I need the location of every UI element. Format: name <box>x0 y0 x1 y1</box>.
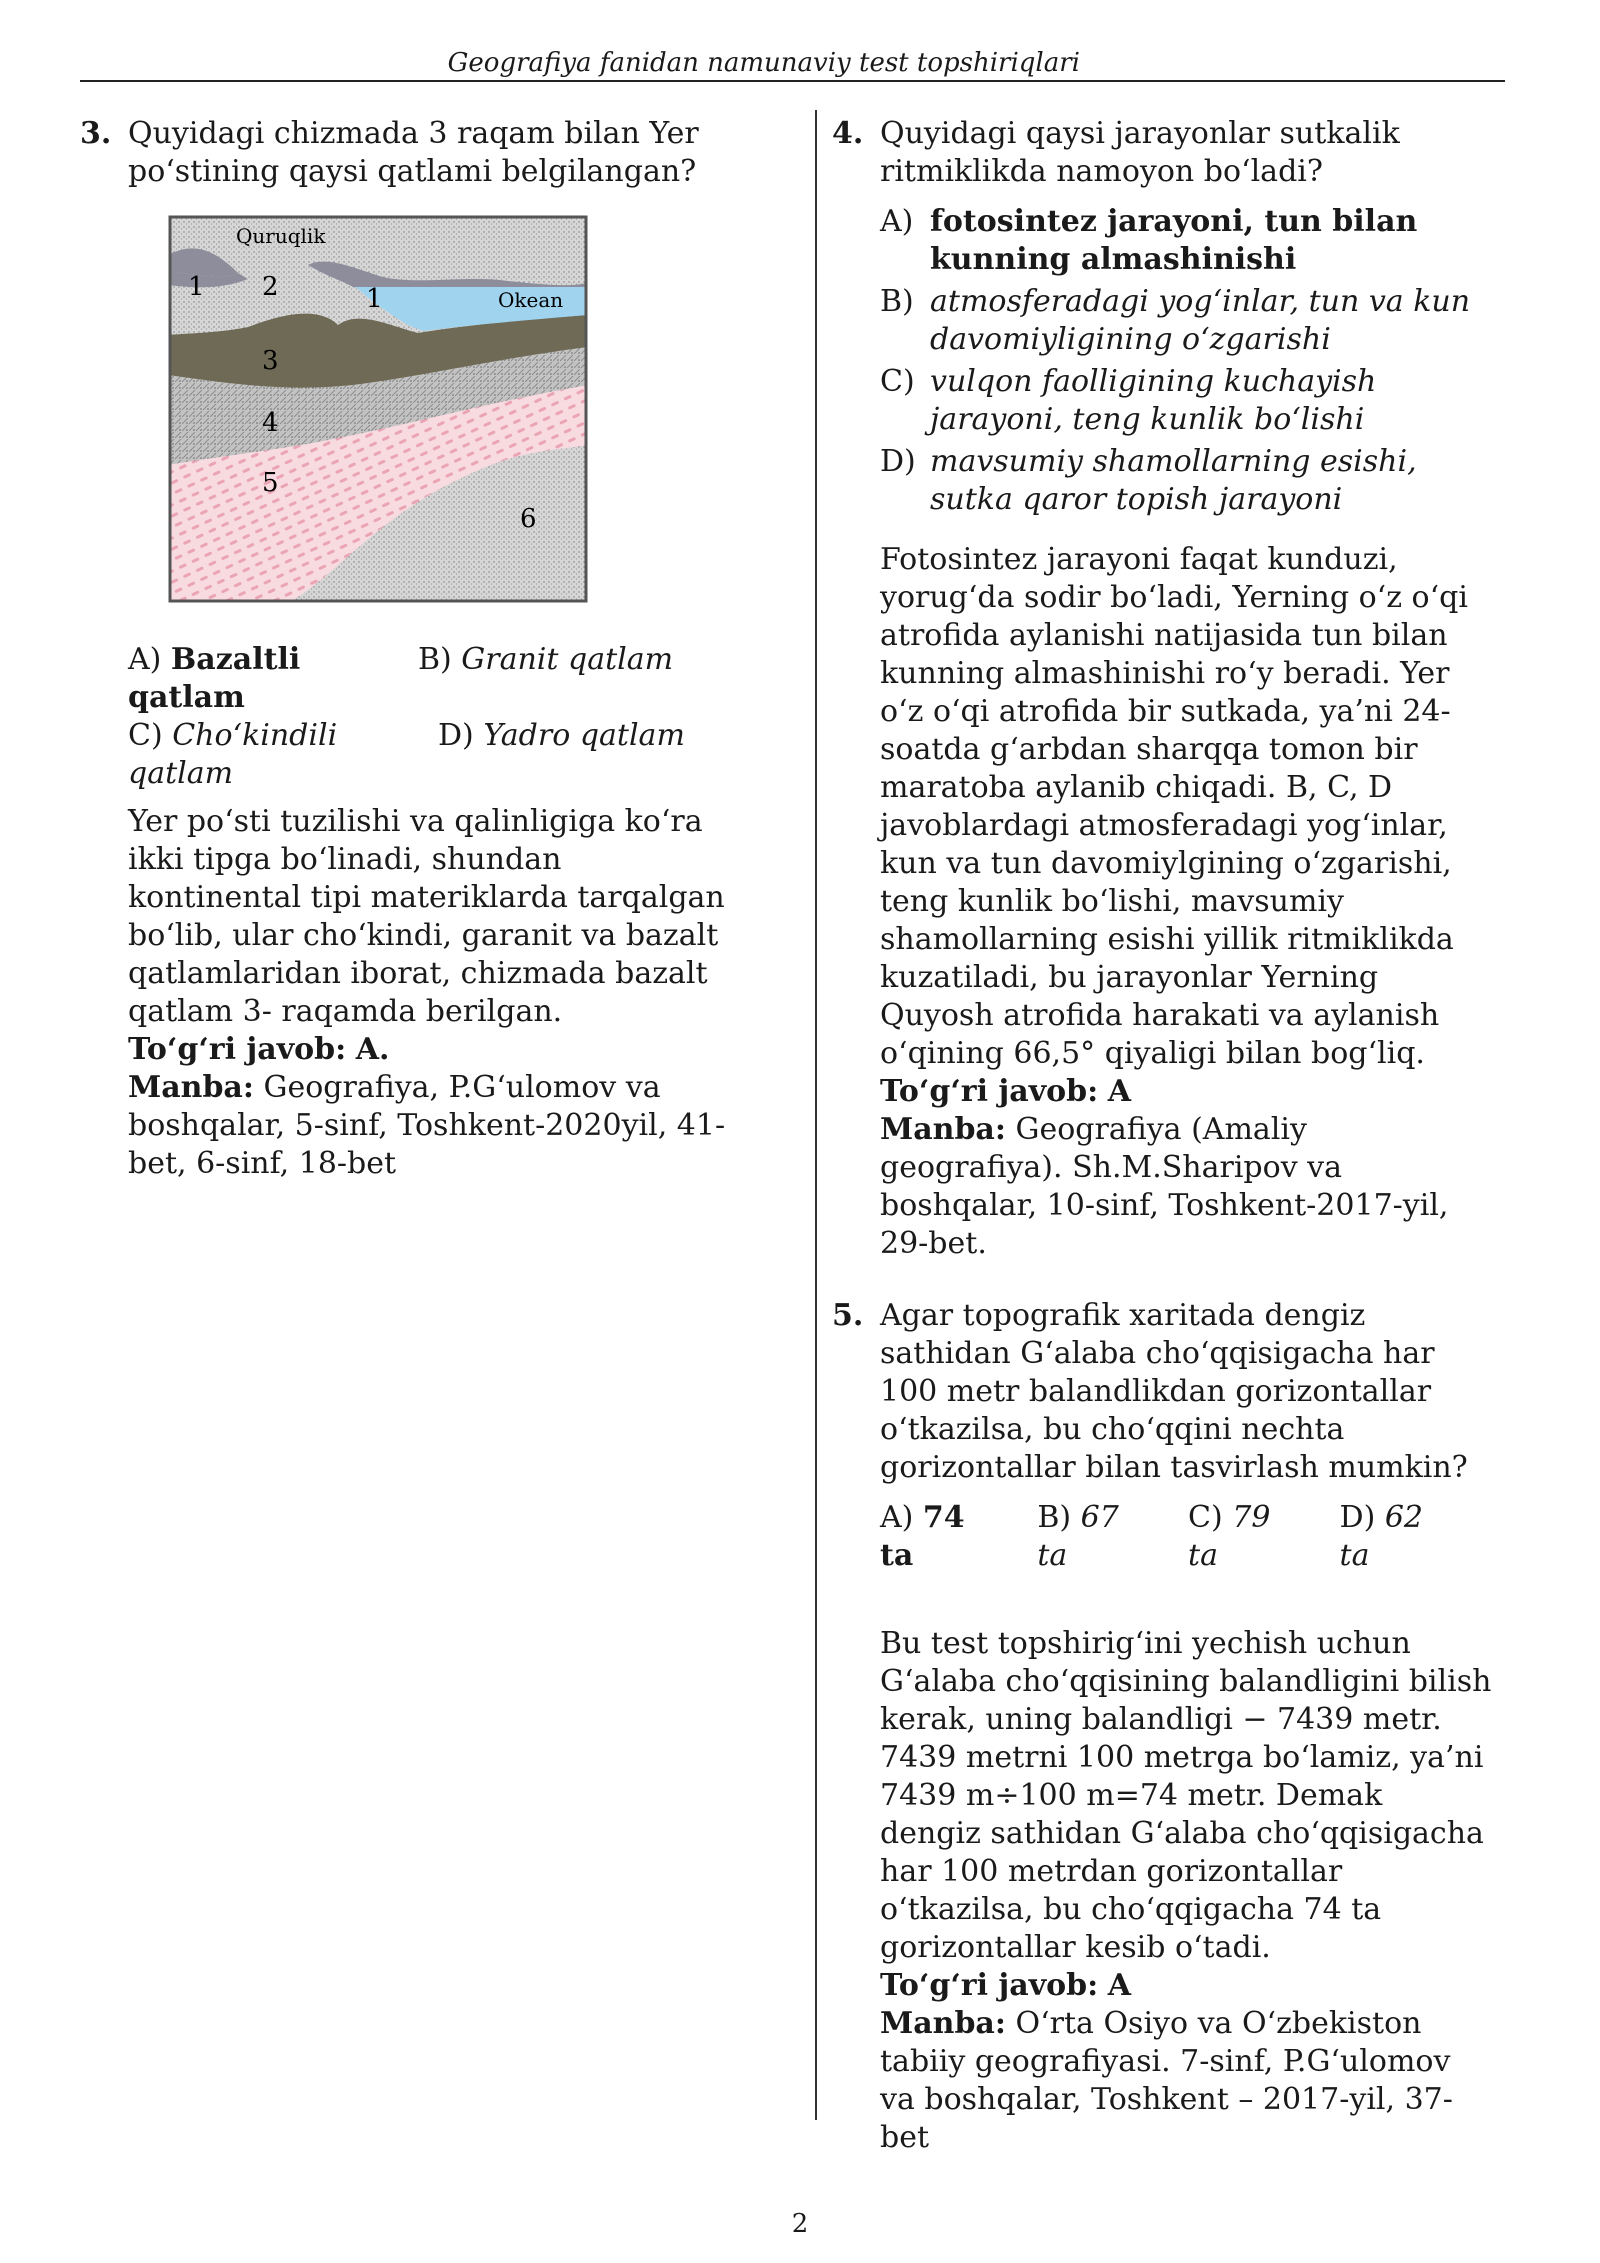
option-b[interactable]: B) atmosferadagi yog‘inlar, tun va kun davomiyligining o‘zgarishi <box>880 284 1471 357</box>
option-c[interactable]: C) vulqon faolligining kuchayish jarayoni, teng kunlik bo‘lishi <box>880 364 1377 437</box>
options-list <box>880 203 1492 519</box>
layer-number: 4 <box>262 408 279 438</box>
option-c[interactable]: C) Cho‘kindili qatlam <box>128 718 338 791</box>
option-b[interactable]: B) Granit qatlam <box>418 642 674 677</box>
layer-number: 5 <box>262 468 279 498</box>
options-row <box>128 717 740 793</box>
answer: To‘g‘ri javob: A <box>880 1074 1132 1109</box>
header-rule <box>80 80 1505 82</box>
earth-crust-diagram <box>168 215 588 603</box>
layer-number: 1 <box>188 272 205 302</box>
source: Manba: Geografiya, P.G‘ulomov va boshqalar, 5-sinf, Toshkent-2020yil, 41-bet, 6-sinf, 18-bet <box>128 1070 726 1181</box>
options-row <box>880 1499 1492 1575</box>
option-a[interactable]: A) Bazaltli qatlam <box>128 642 301 715</box>
page-number: 2 <box>791 2209 809 2239</box>
layer-number: 1 <box>366 284 383 314</box>
option-a[interactable]: A) fotosintez jarayoni, tun bilan kunning almashinishi <box>880 204 1418 277</box>
question-number: 5. <box>832 1298 864 1333</box>
question-text: Quyidagi qaysi jarayonlar sutkalik ritmiklikda namoyon bo‘ladi? <box>880 116 1400 189</box>
label-land: Quruqlik <box>236 224 326 248</box>
label-ocean: Okean <box>498 288 564 312</box>
layer-number: 2 <box>262 272 279 302</box>
layer-number: 6 <box>520 504 537 534</box>
explanation: Yer po‘sti tuzilishi va qalinligiga ko‘ra ikki tipga bo‘linadi, shundan kontinental tipi materiklarda tarqalgan bo‘lib, ular cho‘kindi, garanit va bazalt qatlamlaridan iborat, chizmada bazalt qatlam 3- raqamda berilgan. <box>128 804 725 1029</box>
question-5 <box>832 1297 1492 2157</box>
question-number: 3. <box>80 116 112 151</box>
source: Manba: Geografiya (Amaliy geografiya). Sh.M.Sharipov va boshqalar, 10-sinf, Toshkent-2017-yil, 29-bet. <box>880 1112 1449 1261</box>
option-d[interactable]: D) mavsumiy shamollarning esishi, sutka qaror topish jarayoni <box>880 444 1417 517</box>
question-number: 4. <box>832 116 864 151</box>
explanation: Fotosintez jarayoni faqat kunduzi, yorug‘da sodir bo‘ladi, Yerning o‘z o‘qi atrofida aylanishi natijasida tun bilan kunning almashinishi ro‘y beradi. Yer o‘z o‘qi atrofida bir sutkada, ya’ni 24-soatda g‘arbdan sharqqa tomon bir maratoba aylanib chiqadi. B, C, D javoblardagi atmosferadagi yog‘inlar, kun va tun davomiylgining o‘zgarishi, teng kunlik bo‘lishi, mavsumiy shamollarning esishi yillik ritmiklikda kuzatiladi, bu jarayonlar Yerning Quyosh atrofida harakati va aylanish o‘qining 66,5° qiyaligi bilan bog‘liq. <box>880 542 1468 1071</box>
explanation: Bu test topshirig‘ini yechish uchun G‘alaba cho‘qqisining balandligini bilish kerak, uning balandligi − 7439 metr. 7439 metrni 100 metrga bo‘lamiz, ya’ni 7439 m÷100 m=74 metr. Demak dengiz sathidan G‘alaba cho‘qqisigacha har 100 metrdan gorizontallar o‘tkazilsa, bu cho‘qqigacha 74 ta gorizontallar kesib o‘tadi. <box>880 1626 1492 1965</box>
header-title: Geografiya fanidan namunaviy test topshiriqlari <box>447 48 1080 78</box>
options-row <box>128 641 740 717</box>
option-d[interactable]: D) 62 ta <box>1339 1500 1424 1573</box>
column-divider <box>815 110 817 2120</box>
question-text: Agar topografik xaritada dengiz sathidan G‘alaba cho‘qqisigacha har 100 metr balandlikdan gorizontallar o‘tkazilsa, bu cho‘qqini nechta gorizontallar bilan tasvirlash mumkin? <box>880 1298 1468 1485</box>
layer-number: 3 <box>262 346 279 376</box>
question-text: Quyidagi chizmada 3 raqam bilan Yer po‘stining qaysi qatlami belgilangan? <box>128 116 699 189</box>
question-3 <box>80 115 740 1183</box>
answer: To‘g‘ri javob: A. <box>128 1032 390 1067</box>
option-b[interactable]: B) 67 ta <box>1037 1500 1119 1573</box>
source: Manba: O‘rta Osiyo va O‘zbekiston tabiiy geografiyasi. 7-sinf, P.G‘ulomov va boshqalar, Toshkent – 2017-yil, 37-bet <box>880 2006 1453 2155</box>
option-a[interactable]: A) 74 ta <box>880 1500 965 1573</box>
answer: To‘g‘ri javob: A <box>880 1968 1132 2003</box>
option-c[interactable]: C) 79 ta <box>1188 1500 1271 1573</box>
option-d[interactable]: D) Yadro qatlam <box>438 718 685 753</box>
question-4 <box>832 115 1492 1263</box>
